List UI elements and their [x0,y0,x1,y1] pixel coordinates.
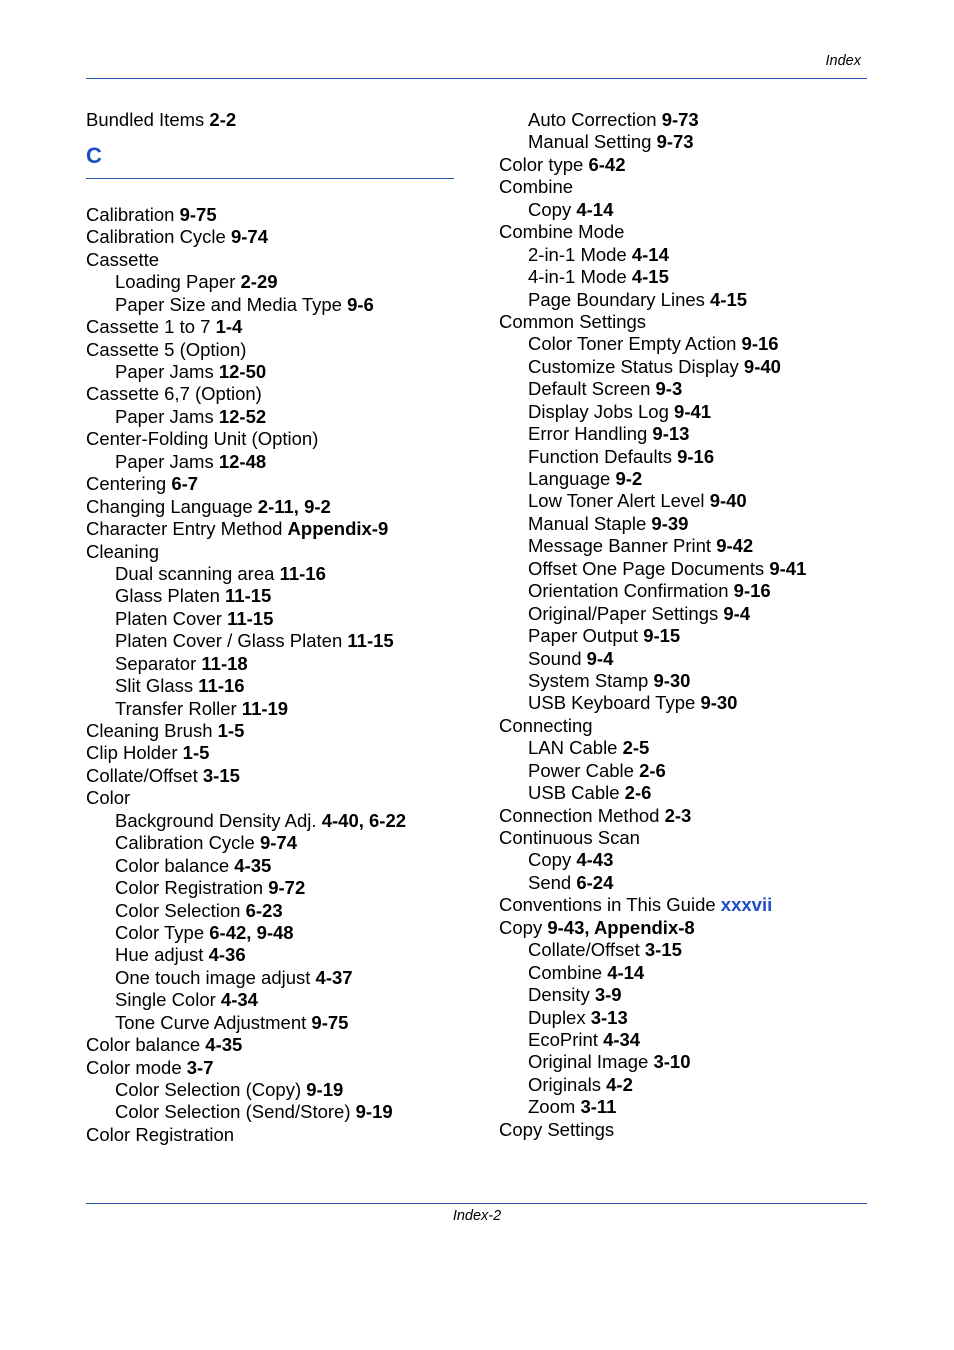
index-page-ref: 6-24 [576,871,614,893]
index-subentry [499,356,879,378]
index-term: Color Registration [115,877,269,899]
index-entry [499,154,879,176]
index-page-ref: 6-23 [245,899,283,921]
index-entry [86,496,466,518]
index-page-ref: 9-39 [651,512,689,534]
index-page-ref: 9-19 [306,1079,344,1100]
index-page-ref: 3-13 [590,1006,628,1028]
index-term: Connecting [499,714,593,736]
index-entry [499,176,879,198]
index-subentry [86,675,466,697]
index-subentry [86,900,466,922]
index-page-ref: 2-5 [622,737,650,759]
index-term: 2-in-1 Mode [528,243,632,265]
index-entry [86,109,466,131]
index-subentry [499,1096,879,1118]
index-subentry [499,558,879,580]
index-entry [86,226,466,248]
index-term: Combine [528,961,608,983]
index-term: Duplex [528,1006,591,1028]
index-column-right [499,109,879,1141]
index-term: Tone Curve Adjustment [115,1011,312,1033]
index-term: Collate/Offset [86,764,203,786]
index-term: Density [528,984,595,1006]
index-term: Cleaning [86,540,160,562]
index-term: Calibration Cycle [86,226,231,248]
index-subentry [499,580,879,602]
index-entry [86,1034,466,1056]
index-page-ref: 9-4 [723,602,751,624]
index-page-ref: 1-5 [182,742,210,764]
index-term: Transfer Roller [115,697,242,719]
index-page-ref: 9-16 [677,445,715,467]
index-term: Message Banner Print [528,535,717,557]
index-page-ref: 4-35 [234,854,272,876]
index-term: Display Jobs Log [528,400,675,422]
index-group-c [86,204,466,1146]
index-term: Color Selection [115,899,246,921]
index-subentry [86,855,466,877]
index-subentry [86,944,466,966]
index-page-ref: 9-74 [230,226,269,248]
index-page-ref: 4-43 [576,849,614,871]
index-subentry [499,289,879,311]
index-term: Cassette 5 (Option) [86,338,247,360]
index-page-ref: 11-15 [225,585,272,607]
index-page-ref: 6-7 [171,473,199,495]
index-term: Default Screen [528,378,656,400]
index-term: Original/Paper Settings [528,602,724,624]
index-page-ref: 3-11 [580,1096,617,1118]
index-entry [86,428,466,450]
index-page-ref: 9-41 [674,400,712,422]
index-entry [86,518,466,540]
index-entry [499,1119,879,1141]
index-page-ref: 3-9 [594,984,622,1006]
header-title: Index [825,53,861,69]
index-term: Combine Mode [499,221,625,243]
letter-section-header [86,131,466,204]
index-page-ref: 2-29 [240,271,278,293]
index-entry [499,894,879,916]
index-page-ref: 2-3 [664,804,692,826]
index-page-ref: 9-30 [700,692,738,714]
index-page-ref: 9-43, Appendix-8 [547,916,695,938]
index-term: Combine [499,176,574,198]
index-subentry [499,109,879,131]
index-page-ref: 4-40, 6-22 [321,809,407,831]
index-term: Background Density Adj. [115,809,322,831]
index-subentry [499,468,879,490]
index-subentry [499,401,879,423]
index-page-ref: 9-30 [653,669,691,691]
index-subentry [86,877,466,899]
index-term: USB Keyboard Type [528,692,701,714]
index-subentry [86,563,466,585]
index-term: Center-Folding Unit (Option) [86,428,319,450]
index-subentry [499,1007,879,1029]
index-term: Separator [115,652,202,674]
index-subentry [499,648,879,670]
index-subentry [499,962,879,984]
index-page-ref: 9-6 [347,293,374,315]
index-page-ref: 12-50 [218,361,267,382]
index-subentry [499,1051,879,1073]
index-term: Bundled Items [86,109,210,130]
index-page-ref: 9-19 [355,1101,393,1123]
index-term: Cassette 6,7 (Option) [86,383,262,405]
index-term: Manual Setting [528,131,657,153]
index-entry [86,742,466,764]
index-term: Conventions in This Guide [499,894,721,916]
index-entry [86,541,466,563]
index-subentry [86,608,466,630]
index-page-ref: 4-37 [315,966,353,988]
header-rule [86,78,867,79]
index-page-ref: 6-42, 9-48 [209,921,294,943]
index-page-ref: 9-40 [743,355,781,377]
index-subentry [86,989,466,1011]
index-subentry [499,266,879,288]
index-term: Auto Correction [528,109,662,130]
index-term: Centering [86,473,172,495]
index-page-ref: 12-48 [218,450,267,472]
index-term: Platen Cover / Glass Platen [115,630,348,652]
index-term: EcoPrint [528,1028,604,1050]
index-term: Customize Status Display [528,355,744,377]
index-entry [499,917,879,939]
index-page-ref: 6-42 [588,153,626,175]
index-subentry [499,782,879,804]
index-page-ref: 3-10 [653,1051,691,1073]
index-term: Zoom [528,1096,581,1118]
index-subentry [86,967,466,989]
index-entry [86,316,466,338]
index-subentry [499,535,879,557]
index-subentry [86,361,466,383]
index-term: Glass Platen [115,585,226,607]
index-page-ref: 9-16 [741,333,779,355]
index-entry [86,720,466,742]
index-page-ref: 2-6 [639,759,666,781]
index-entry [499,221,879,243]
index-subentry [86,451,466,473]
index-term: Paper Jams [115,361,219,382]
index-term: Connection Method [499,804,665,826]
index-page-ref: 1-4 [215,316,243,338]
index-term: Color Toner Empty Action [528,333,742,355]
index-page-ref: 4-14 [607,961,645,983]
index-page-ref: 4-15 [631,266,669,288]
index-page-ref: 4-35 [205,1034,243,1056]
index-page-ref: 2-11, 9-2 [257,495,331,517]
index-subentry [499,490,879,512]
index-page-ref: 11-16 [279,562,326,584]
index-page-ref: 11-15 [347,630,394,652]
index-term: USB Cable [528,782,625,804]
index-term: Sound [528,647,587,669]
index-page-ref: 9-3 [655,378,683,400]
index-term: Orientation Confirmation [528,580,734,602]
index-subentry [499,872,879,894]
index-subentry [499,737,879,759]
section-letter: C [86,143,102,169]
index-term: Original Image [528,1051,654,1073]
index-entry [86,204,466,226]
index-term: Color Selection (Copy) [115,1079,307,1100]
index-page-ref: 9-13 [652,423,690,445]
index-subentry [499,849,879,871]
index-term: Changing Language [86,495,258,517]
index-page-ref: 9-15 [643,625,681,647]
index-subentry [86,1079,466,1101]
index-subentry [86,406,466,428]
index-page-ref: 12-52 [218,405,267,427]
index-page-ref: 11-16 [198,675,245,697]
index-page-ref: 9-4 [586,647,614,669]
index-term: Collate/Offset [528,939,645,961]
index-term: Continuous Scan [499,827,640,848]
index-page-ref: 4-34 [603,1028,641,1050]
index-entry [86,473,466,495]
index-term: Calibration Cycle [115,832,260,854]
index-term: Slit Glass [115,675,199,697]
index-entry [86,249,466,271]
index-subentry [86,1012,466,1034]
index-term: Single Color [115,989,221,1011]
index-page-ref: 1-5 [217,720,245,741]
index-subentry [499,446,879,468]
index-subentry [499,603,879,625]
index-subentry [499,513,879,535]
section-letter-rule [86,178,454,179]
index-term: Common Settings [499,310,647,332]
index-page-ref: 9-75 [179,203,217,225]
index-term: Calibration [86,203,180,225]
index-entry [86,1057,466,1079]
index-page-ref: 9-41 [769,557,807,579]
index-term: Send [528,871,577,893]
index-page-ref: 3-15 [202,764,240,786]
footer-rule [86,1203,867,1204]
index-subentry [499,625,879,647]
index-page-ref: 9-73 [656,131,694,153]
index-term: Dual scanning area [115,562,280,584]
index-term: 4-in-1 Mode [528,266,632,288]
index-subentry [86,653,466,675]
index-page-ref: 2-6 [624,782,652,804]
index-term: Cassette 1 to 7 [86,316,216,338]
index-page-ref: 9-42 [716,535,754,557]
index-page-ref: 4-14 [631,243,669,265]
index-term: Copy [528,198,577,220]
index-subentry [499,199,879,221]
index-term: One touch image adjust [115,966,316,988]
index-entry [499,715,879,737]
index-page-link[interactable]: xxxvii [720,894,773,916]
index-subentry [499,692,879,714]
index-term: Platen Cover [115,607,228,629]
index-entry [86,383,466,405]
index-term: Loading Paper [115,271,241,293]
index-term: Paper Size and Media Type [115,293,348,315]
index-page-ref: 9-16 [733,580,771,602]
index-term: Power Cable [528,759,640,781]
index-term: Manual Staple [528,512,652,534]
index-subentry [499,244,879,266]
index-page-ref: 3-7 [186,1056,214,1078]
index-subentry [499,760,879,782]
index-term: Cassette [86,248,160,270]
index-term: Originals [528,1073,607,1095]
index-page-ref: 2-2 [209,109,237,130]
index-subentry [499,984,879,1006]
index-entry [86,765,466,787]
index-term: Color balance [115,854,235,876]
index-term: Cleaning Brush [86,720,218,741]
index-subentry [499,333,879,355]
index-page-ref: 11-18 [201,652,248,674]
index-page-ref: 4-14 [576,198,614,220]
index-term: Function Defaults [528,445,678,467]
index-page-ref: 4-2 [606,1073,633,1095]
index-term: Color mode [86,1056,187,1078]
index-page-ref: 3-15 [644,939,682,961]
index-entry [499,311,879,333]
index-page-ref: 11-19 [241,697,289,719]
index-subentry [499,939,879,961]
index-group-b [86,109,466,131]
index-term: Color type [499,153,589,175]
index-subentry [499,670,879,692]
index-term: Paper Jams [115,450,219,472]
index-term: Color Selection (Send/Store) [115,1101,356,1123]
index-page-ref: 4-36 [208,944,246,966]
index-page-ref: 9-74 [259,832,298,854]
index-subentry [86,294,466,316]
index-term: Error Handling [528,423,653,445]
index-page-ref: 9-73 [661,109,699,130]
index-term: Color [86,787,131,809]
index-term: Page Boundary Lines [528,288,711,310]
index-page-ref: 4-34 [220,989,258,1011]
index-page-ref: 9-2 [615,468,643,489]
index-subentry [86,698,466,720]
index-entry [499,805,879,827]
index-term: Color Type [115,921,210,943]
index-term: Color Registration [86,1123,235,1145]
index-term: Low Toner Alert Level [528,490,710,512]
index-subentry [86,585,466,607]
index-subentry [499,131,879,153]
index-subentry [86,271,466,293]
index-subentry [86,922,466,944]
index-entry [86,1124,466,1146]
index-term: System Stamp [528,669,654,691]
index-column-left [86,109,466,1146]
page-number: Index-2 [452,1208,502,1224]
index-term: Paper Jams [115,405,219,427]
index-term: Paper Output [528,625,644,647]
index-subentry [86,810,466,832]
index-term: Language [528,468,616,489]
index-subentry [86,630,466,652]
index-subentry [499,1074,879,1096]
index-subentry [499,378,879,400]
index-page-ref: 9-40 [709,490,747,512]
index-term: Character Entry Method [86,518,288,540]
index-subentry [499,423,879,445]
index-page-ref: 11-15 [227,607,274,629]
index-subentry [86,1101,466,1123]
index-entry [86,339,466,361]
index-term: Hue adjust [115,944,209,966]
index-term: Clip Holder [86,742,183,764]
index-term: Copy Settings [499,1118,615,1140]
index-subentry [499,1029,879,1051]
index-page-ref: 9-72 [268,877,306,899]
index-page-ref: 9-75 [311,1011,349,1033]
index-term: LAN Cable [528,737,623,759]
index-entry [86,787,466,809]
index-subentry [86,832,466,854]
index-term: Color balance [86,1034,206,1056]
index-group-c-continued [499,109,879,1141]
index-entry [499,827,879,849]
index-term: Copy [528,849,577,871]
index-page-ref: Appendix-9 [287,518,389,540]
index-term: Offset One Page Documents [528,557,770,579]
index-page-ref: 4-15 [710,288,748,310]
index-term: Copy [499,916,548,938]
